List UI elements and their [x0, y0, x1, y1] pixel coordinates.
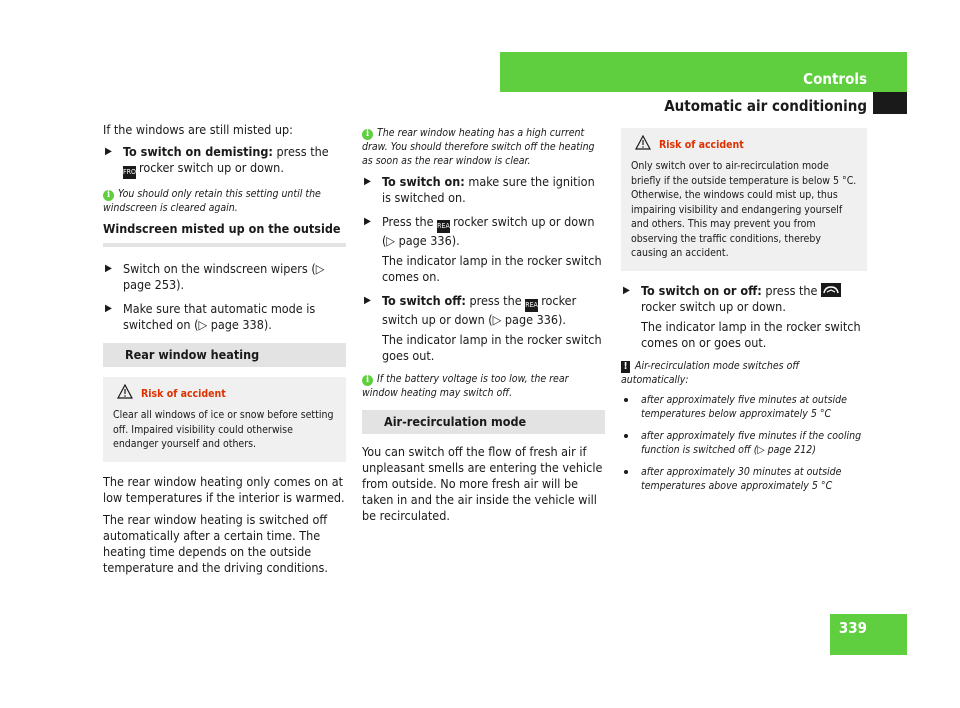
rear-para-1: The rear window heating only comes on at low temperatures if the interior is warmed.	[103, 473, 345, 505]
heading-outside: Windscreen misted up on the outside	[103, 221, 346, 247]
section-title: Controls	[803, 70, 867, 88]
demist-text-2: rocker switch up or down.	[139, 160, 284, 175]
arrow-icon: ▶	[105, 146, 112, 157]
arrow-icon: ▶	[105, 263, 112, 274]
auto-off-note: ! Air-recirculation mode switches off automatically:	[621, 359, 800, 386]
lamp-on-text: The indicator lamp in the rocker switch comes on.	[382, 253, 602, 284]
risk-text: Only switch over to air-recirculation mode briefly if the outside temperature is below 5 °C. Otherwise, the windows could mist up, thus impairing visibility and endangering yourself and others. This may prevent you from observing the traffic conditions, thereby causing an accident.	[631, 160, 857, 259]
auto-mode-step: ▶ Make sure that automatic mode is switched on (▷ page 338).	[105, 301, 316, 332]
demist-text: press the	[276, 144, 329, 159]
condition-item: after approximately five minutes at outside temperatures below approximately 5 °C	[621, 393, 867, 421]
switch-off-step: ▶ To switch off: press the REARrocker switch up or down (▷ page 336). The indicator lamp in the rocker switch goes out.	[362, 293, 605, 364]
rear-heating-icon: REAR	[525, 299, 538, 312]
column-2	[362, 126, 605, 530]
info-icon: i	[103, 190, 114, 201]
warning-triangle-icon	[117, 384, 133, 399]
arrow-icon: ▶	[364, 216, 371, 227]
info-icon: i	[362, 375, 373, 386]
press-step: ▶ Press the REARrocker switch up or down (▷ page 336). The indicator lamp in the rocker switch comes on.	[362, 214, 605, 285]
recirc-switch-step: ▶ To switch on or off: press the rocker switch up or down. The indicator lamp in the rocker switch comes on or goes out.	[621, 283, 867, 351]
condition-item: after approximately five minutes if the cooling function is switched off (▷ page 212)	[621, 429, 867, 457]
risk-title: Risk of accident	[113, 387, 336, 401]
recirculation-icon	[821, 283, 841, 297]
column-3	[621, 128, 867, 501]
rear-heating-icon: REAR	[437, 220, 450, 233]
arrow-icon: ▶	[105, 303, 112, 314]
heading-rear-window: Rear window heating	[103, 343, 346, 367]
risk-warning-box	[103, 377, 346, 462]
header-tab	[873, 92, 907, 114]
current-draw-note: i The rear window heating has a high current draw. You should therefore switch off the heating as soon as the rear window is clear.	[362, 127, 595, 167]
lamp-text: The indicator lamp in the rocker switch comes on or goes out.	[641, 318, 861, 350]
arrow-icon: ▶	[623, 284, 630, 296]
demist-step	[103, 144, 346, 179]
info-icon: i	[362, 129, 373, 140]
warning-triangle-icon	[635, 135, 651, 150]
page-number: 339	[838, 619, 867, 637]
demist-note: i You should only retain this setting until the windscreen is cleared again.	[103, 188, 321, 214]
exclamation-icon: !	[621, 361, 630, 373]
wipers-step: ▶ Switch on the windscreen wipers (▷ page 253).	[105, 261, 325, 292]
recirc-text: You can switch off the flow of fresh air if unpleasant smells are entering the vehicle from outside. No more fresh air will be taken in and the air inside the vehicle will be recirculated.	[362, 444, 603, 523]
demist-label: To switch on demisting:	[123, 144, 273, 159]
risk-title: Risk of accident	[631, 138, 857, 152]
page-title: Automatic air conditioning	[664, 97, 867, 115]
switch-on-step: ▶ To switch on: make sure the ignition is switched on.	[364, 174, 595, 205]
risk-warning-box	[621, 128, 867, 271]
arrow-icon: ▶	[364, 295, 371, 306]
arrow-icon: ▶	[364, 176, 371, 187]
condition-item: after approximately 30 minutes at outside temperatures above approximately 5 °C	[621, 465, 867, 493]
column-1	[103, 122, 346, 582]
battery-note: i If the battery voltage is too low, the rear window heating may switch off.	[362, 373, 569, 399]
risk-text: Clear all windows of ice or snow before setting off. Impaired visibility could otherwise endanger yourself and others.	[113, 409, 334, 450]
rear-para-2: The rear window heating is switched off automatically after a certain time. The heating time depends on the outside temperature and the driving conditions.	[103, 511, 328, 575]
front-demist-icon: FRONT	[123, 166, 136, 179]
heading-recirculation: Air-recirculation mode	[362, 410, 605, 434]
lamp-off-text: The indicator lamp in the rocker switch goes out.	[382, 332, 602, 363]
intro-text: If the windows are still misted up:	[103, 122, 293, 137]
